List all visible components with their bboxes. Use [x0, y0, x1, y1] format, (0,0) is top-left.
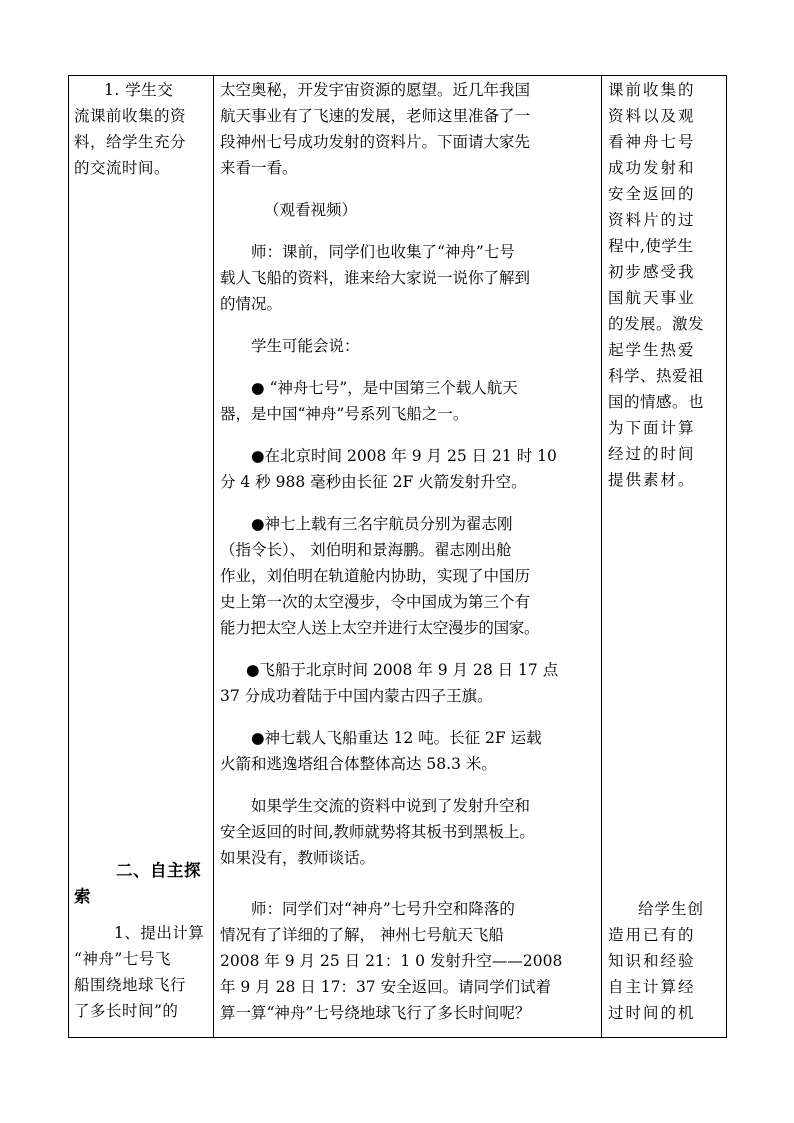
left-text-line: 1. 学生交 — [104, 81, 174, 99]
right-text-line: 造用已有的 — [608, 926, 696, 944]
spacer — [220, 709, 603, 725]
main-text-line: 算一算“神舟”七号绕地球飞行了多长时间呢？ — [220, 1004, 531, 1022]
main-text-line: 器，是中国“神舟”号系列飞船之一。 — [220, 405, 469, 423]
right-text-line: 起学生热爱 — [608, 341, 696, 359]
spacer — [220, 641, 603, 657]
spacer — [220, 223, 603, 239]
table-divider-1 — [213, 75, 214, 1038]
right-text-line: 国航天事业 — [608, 289, 696, 307]
left-text-line: 流课前收集的资 — [74, 107, 187, 125]
main-text-line: 的情况。 — [220, 295, 283, 313]
left-text-line: 1、提出计算 — [114, 924, 205, 942]
right-text-line: 科学、热爱祖 — [608, 367, 705, 385]
main-text-line: 师：课前，同学们也收集了“神舟”七号 — [251, 243, 515, 261]
main-text-line: ●神七上载有三名宇航员分别为翟志刚 — [251, 515, 513, 533]
table-border-left — [68, 75, 69, 1038]
table-border-top — [68, 75, 727, 76]
left-text-line: 船围绕地球飞行 — [74, 976, 187, 994]
main-text-line: 火箭和逃逸塔组合体整体高达 58.3 米。 — [220, 755, 497, 773]
main-text-line: 师：同学们对“神舟”七号升空和降落的 — [251, 900, 515, 918]
spacer — [220, 359, 603, 375]
right-text-line: 为下面计算 — [608, 419, 696, 437]
main-text-line: （指令长）、 刘伯明和景海鹏。翟志刚出舱 — [220, 541, 512, 559]
spacer — [220, 181, 603, 197]
right-text-line: 课前收集的 — [608, 81, 696, 99]
main-text-line: ●在北京时间 2008 年 9 月 25 日 21 时 10 — [251, 447, 557, 465]
main-text-line: 学生可能会说： — [251, 337, 360, 355]
main-text-line: 段神州七号成功发射的资料片。下面请大家先 — [220, 133, 531, 151]
section-heading: 二、自主探 — [116, 861, 201, 880]
right-text-line: 的发展。激发 — [608, 315, 705, 333]
right-text-line: 资料以及观 — [608, 107, 696, 125]
main-text-line: 年 9 月 28 日 17：37 安全返回。请同学们试着 — [220, 978, 552, 996]
right-text-line: 资料片的过 — [608, 211, 696, 229]
spacer — [220, 317, 603, 333]
right-text-line: 成功发射和 — [608, 159, 696, 177]
spacer — [220, 777, 603, 793]
main-text-line: 情况有了详细的了解， 神州七号航天飞船 — [220, 926, 504, 944]
table-border-bottom — [68, 1037, 727, 1038]
right-text-line: 看神舟七号 — [608, 133, 696, 151]
main-text-line: 能力把太空人送上太空并进行太空漫步的国家。 — [220, 619, 540, 637]
main-text-line: 如果学生交流的资料中说到了发射升空和 — [251, 797, 531, 815]
main-text-line: 来看一看。 — [220, 159, 298, 177]
right-text-line: 安全返回的 — [608, 185, 696, 203]
left-text-line: “神舟”七号飞 — [74, 950, 171, 968]
main-text-line: ●飞船于北京时间 2008 年 9 月 28 日 17 点 — [246, 661, 559, 679]
right-text-line: 国的情感。也 — [608, 393, 705, 411]
spacer — [220, 427, 603, 443]
right-text-line: 初步感受我 — [608, 263, 696, 281]
right-text-line: 过时间的机 — [608, 1004, 696, 1022]
left-text-line: 料，给学生充分 — [74, 133, 187, 151]
right-text-line: 程中,使学生 — [608, 237, 694, 255]
main-text-line: 37 分成功着陆于中国内蒙古四子王旗。 — [220, 687, 493, 705]
right-text-line: 自主计算经 — [608, 978, 696, 996]
main-text-line: ● “神舟七号”，是中国第三个载人航天 — [251, 379, 518, 397]
main-text-line: ●神七载人飞船重达 12 吨。长征 2F 运载 — [251, 729, 542, 747]
main-text-line: 航天事业有了飞速的发展，老师这里准备了一 — [220, 107, 531, 125]
table-border-right — [726, 75, 727, 1038]
main-text-line: （观看视频） — [264, 201, 358, 219]
section-heading: 索 — [74, 887, 91, 906]
main-text-line: 2008 年 9 月 25 日 21：1 0 发射升空——2008 — [220, 952, 563, 970]
spacer — [220, 495, 603, 511]
right-text-line: 知识和经验 — [608, 952, 696, 970]
main-text-line: 如果没有，教师谈话。 — [220, 849, 376, 867]
main-text-line: 史上第一次的太空漫步，令中国成为第三个有 — [220, 593, 531, 611]
right-text-line: 提供素材。 — [608, 471, 696, 489]
right-text-line: 给学生创 — [638, 900, 705, 918]
main-text-line: 安全返回的时间,教师就势将其板书到黑板上。 — [220, 823, 535, 841]
main-text-line: 分 4 秒 988 毫秒由长征 2F 火箭发射升空。 — [220, 473, 527, 491]
left-text-line: 的交流时间。 — [74, 159, 171, 177]
main-text-line: 载人飞船的资料，谁来给大家说一说你了解到 — [220, 269, 531, 287]
right-text-line: 经过的时间 — [608, 445, 696, 463]
lesson-plan-table — [68, 75, 727, 1038]
left-text-line: 了多长时间”的 — [74, 1002, 179, 1020]
main-text-line: 太空奥秘，开发宇宙资源的愿望。近几年我国 — [220, 81, 531, 99]
main-text-line: 作业，刘伯明在轨道舱内协助，实现了中国历 — [220, 567, 531, 585]
